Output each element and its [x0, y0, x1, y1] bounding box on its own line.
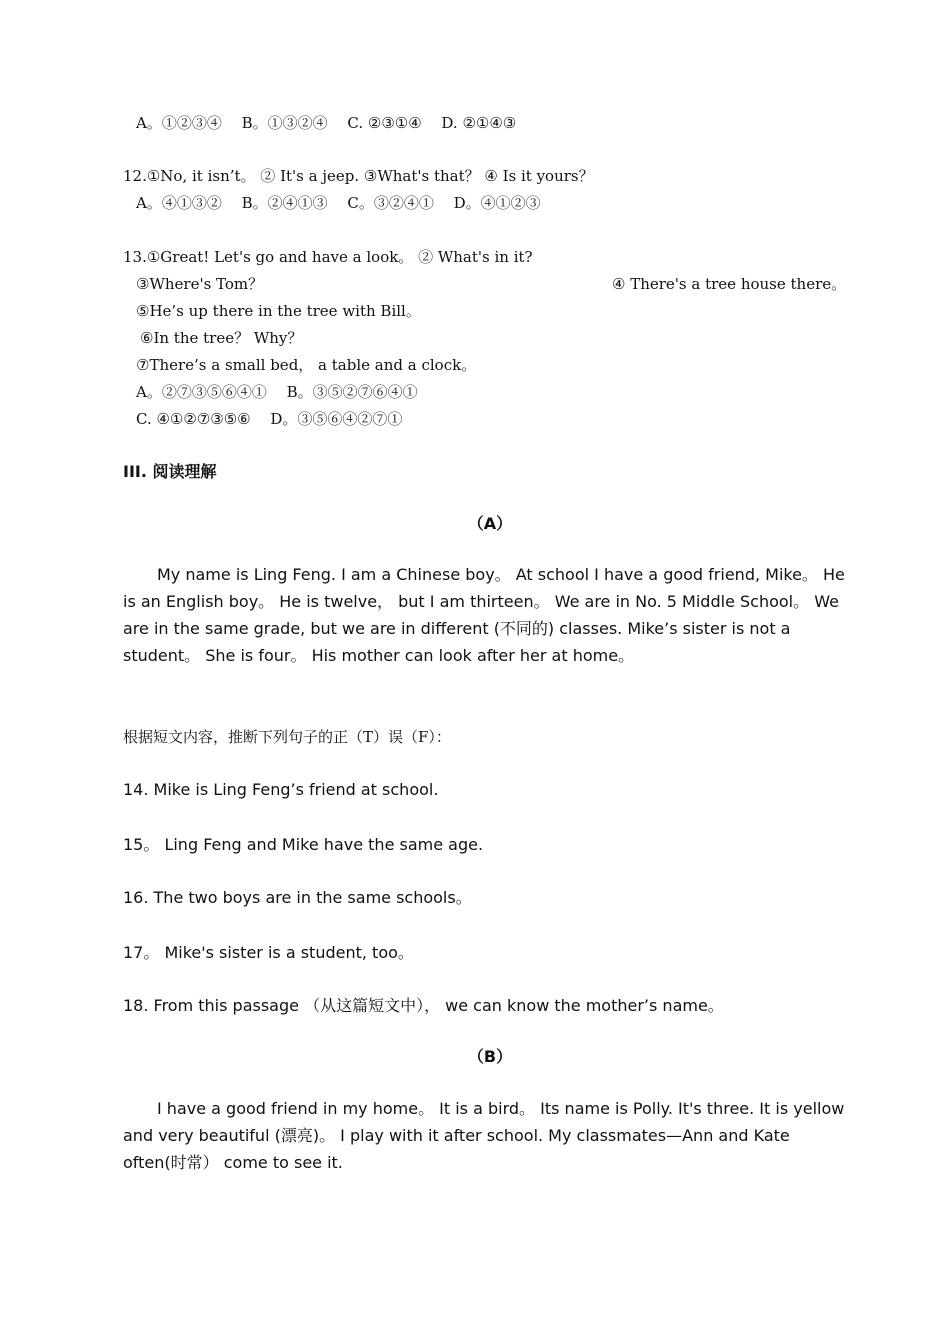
question-15: 15。 Ling Feng and Mike have the same age.: [123, 835, 484, 854]
q13-line-7: ⑦There’s a small bed， a table and a clock。: [136, 356, 477, 374]
q11-options: A。①②③④ B。①③②④ C. ②③①④ D. ②①④③: [136, 114, 517, 132]
q12-options: A。④①③② B。②④①③ C。③②④① D。④①②③: [136, 194, 541, 212]
q13-line-5: ⑤He’s up there in the tree with Bill。: [136, 302, 421, 320]
q12-stem: 12.①No, it isn’t。 ② It's a jeep. ③What's that？ ④ Is it yours？: [123, 167, 594, 185]
passage-b-label: （B）: [467, 1047, 513, 1066]
question-14: 14. Mike is Ling Feng’s friend at school.: [123, 780, 439, 799]
q13-stem: 13.①Great! Let's go and have a look。 ② What's in it?: [123, 248, 533, 266]
section-heading: III. 阅读理解: [123, 462, 217, 481]
passage-b-text: I have a good friend in my home。 It is a bird。 Its name is Polly. It's three. It is yellow and very beautiful (漂亮)。 I play with it after school. My classmates—Ann and Kate often(时常） come to see it.: [123, 1099, 845, 1172]
q13-line-4: ④ There's a tree house there。: [612, 275, 847, 293]
q13-line-6: ⑥In the tree？ Why？: [140, 329, 303, 347]
question-17: 17。 Mike's sister is a student, too。: [123, 943, 414, 962]
passage-a-label: （A）: [467, 514, 513, 533]
q13-options-cd: C. ④①②⑦③⑤⑥ D。③⑤⑥④②⑦①: [136, 410, 403, 428]
q13-line-3: ③Where's Tom？: [136, 275, 264, 293]
question-18: 18. From this passage （从这篇短文中）， we can know the mother’s name。: [123, 996, 724, 1015]
tf-instruction: 根据短文内容，推断下列句子的正（T）误（F）：: [123, 728, 451, 746]
passage-a-text: My name is Ling Feng. I am a Chinese boy。 At school I have a good friend, Mike。 He is an English boy。 He is twelve， but I am thirteen。 We are in No. 5 Middle School。 We are in the same grade, but we are in different (不同的) classes. Mike’s sister is not a student。 She is four。 His mother can look after her at home。: [123, 565, 845, 665]
question-16: 16. The two boys are in the same schools。: [123, 888, 472, 907]
q13-options-ab: A。②⑦③⑤⑥④① B。③⑤②⑦⑥④①: [136, 383, 418, 401]
